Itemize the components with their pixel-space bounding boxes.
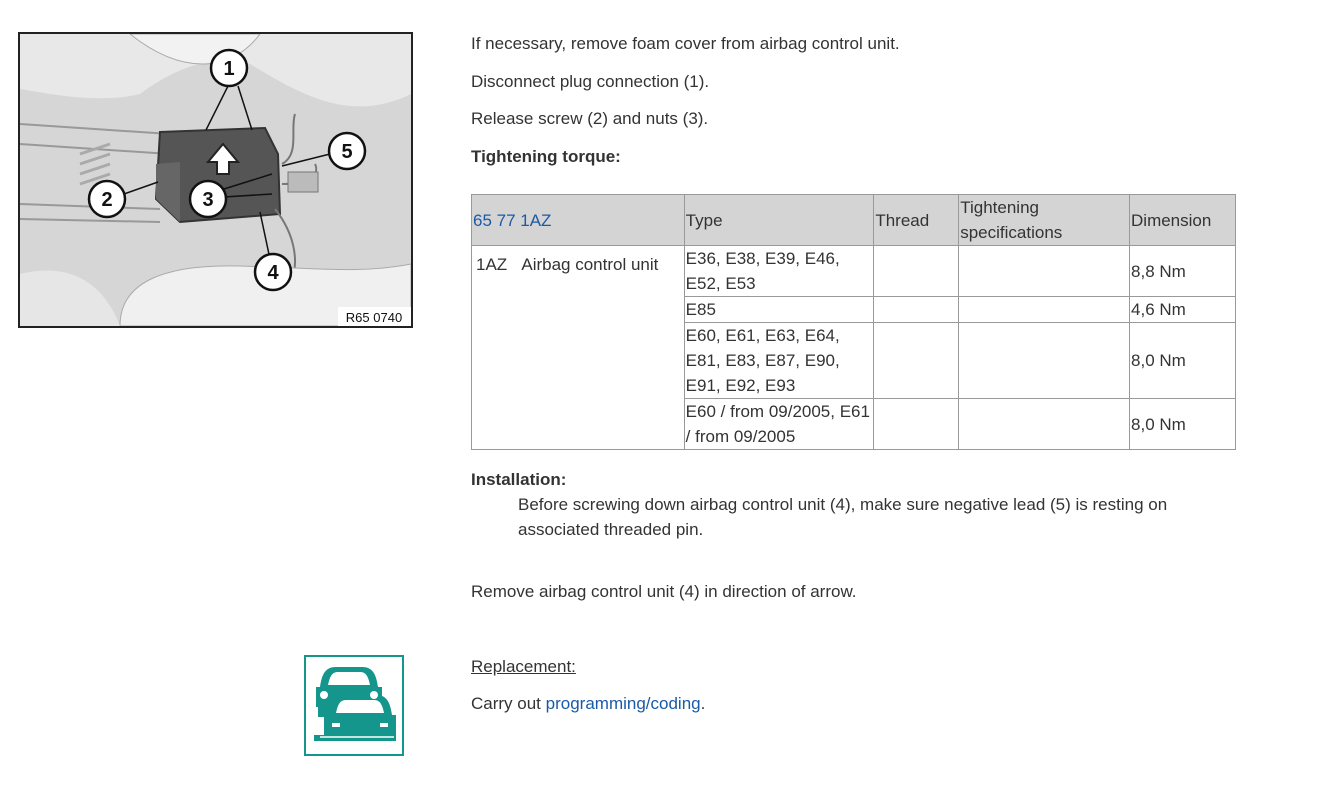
dimension-cell: 8,8 Nm [1130, 246, 1236, 297]
type-cell: E36, E38, E39, E46, E52, E53 [684, 246, 874, 297]
programming-coding-link[interactable]: programming/coding [545, 694, 701, 713]
thread-cell [874, 246, 959, 297]
torque-heading: Tightening torque: [471, 147, 621, 166]
type-cell: E60, E61, E63, E64, E81, E83, E87, E90, E91, E92, E93 [684, 323, 874, 399]
figure-drawing [20, 34, 411, 326]
component-desc: Airbag control unit [521, 255, 659, 274]
torque-table [471, 194, 1236, 450]
thread-cell [874, 323, 959, 399]
svg-text:2: 2 [101, 189, 113, 211]
callout-5 [329, 133, 365, 169]
step-release-screw: Release screw (2) and nuts (3). [471, 109, 709, 128]
thread-cell [874, 297, 959, 323]
replacement-text [471, 692, 705, 716]
type-cell: E85 [684, 297, 874, 323]
svg-text:4: 4 [267, 262, 279, 284]
dimension-cell: 8,0 Nm [1130, 399, 1236, 450]
dimension-cell: 4,6 Nm [1130, 297, 1236, 323]
replacement-prefix: Carry out [471, 694, 546, 713]
callout-4 [255, 254, 291, 290]
spec-cell [959, 246, 1130, 297]
airbag-unit-figure [18, 32, 413, 328]
spec-cell [959, 297, 1130, 323]
step-disconnect-plug: Disconnect plug connection (1). [471, 72, 710, 91]
car-diagnosis-drawing [306, 657, 402, 754]
spec-cell [959, 323, 1130, 399]
table-header-row [472, 195, 1236, 246]
callout-3 [190, 181, 226, 217]
dimension-cell: 8,0 Nm [1130, 323, 1236, 399]
svg-text:3: 3 [202, 189, 214, 211]
callout-2 [89, 181, 125, 217]
remove-unit-step: Remove airbag control unit (4) in direction of arrow. [471, 582, 857, 601]
component-cell [472, 246, 685, 450]
header-thread: Thread [874, 195, 959, 246]
table-row [472, 246, 1236, 297]
svg-text:1: 1 [223, 58, 235, 80]
component-code: 1AZ [476, 255, 508, 274]
replacement-heading: Replacement: [471, 657, 576, 676]
header-spec: Tightening specifications [959, 195, 1130, 246]
header-type: Type [684, 195, 874, 246]
figure-ref-code: R65 0740 [345, 310, 403, 325]
car-diagnosis-icon [304, 655, 404, 756]
svg-text:5: 5 [341, 141, 353, 163]
header-code[interactable] [472, 195, 685, 246]
step-remove-foam: If necessary, remove foam cover from airbag control unit. [471, 34, 900, 53]
callout-1 [211, 50, 247, 86]
header-dimension: Dimension [1130, 195, 1236, 246]
installation-heading: Installation: [471, 470, 567, 489]
thread-cell [874, 399, 959, 450]
installation-text: Before screwing down airbag control unit (4), make sure negative lead (5) is resting on associated threaded pin. [518, 495, 1168, 539]
type-cell: E60 / from 09/2005, E61 / from 09/2005 [684, 399, 874, 450]
spec-cell [959, 399, 1130, 450]
component-code-link[interactable]: 65 77 1AZ [473, 210, 552, 230]
replacement-suffix: . [700, 694, 706, 713]
